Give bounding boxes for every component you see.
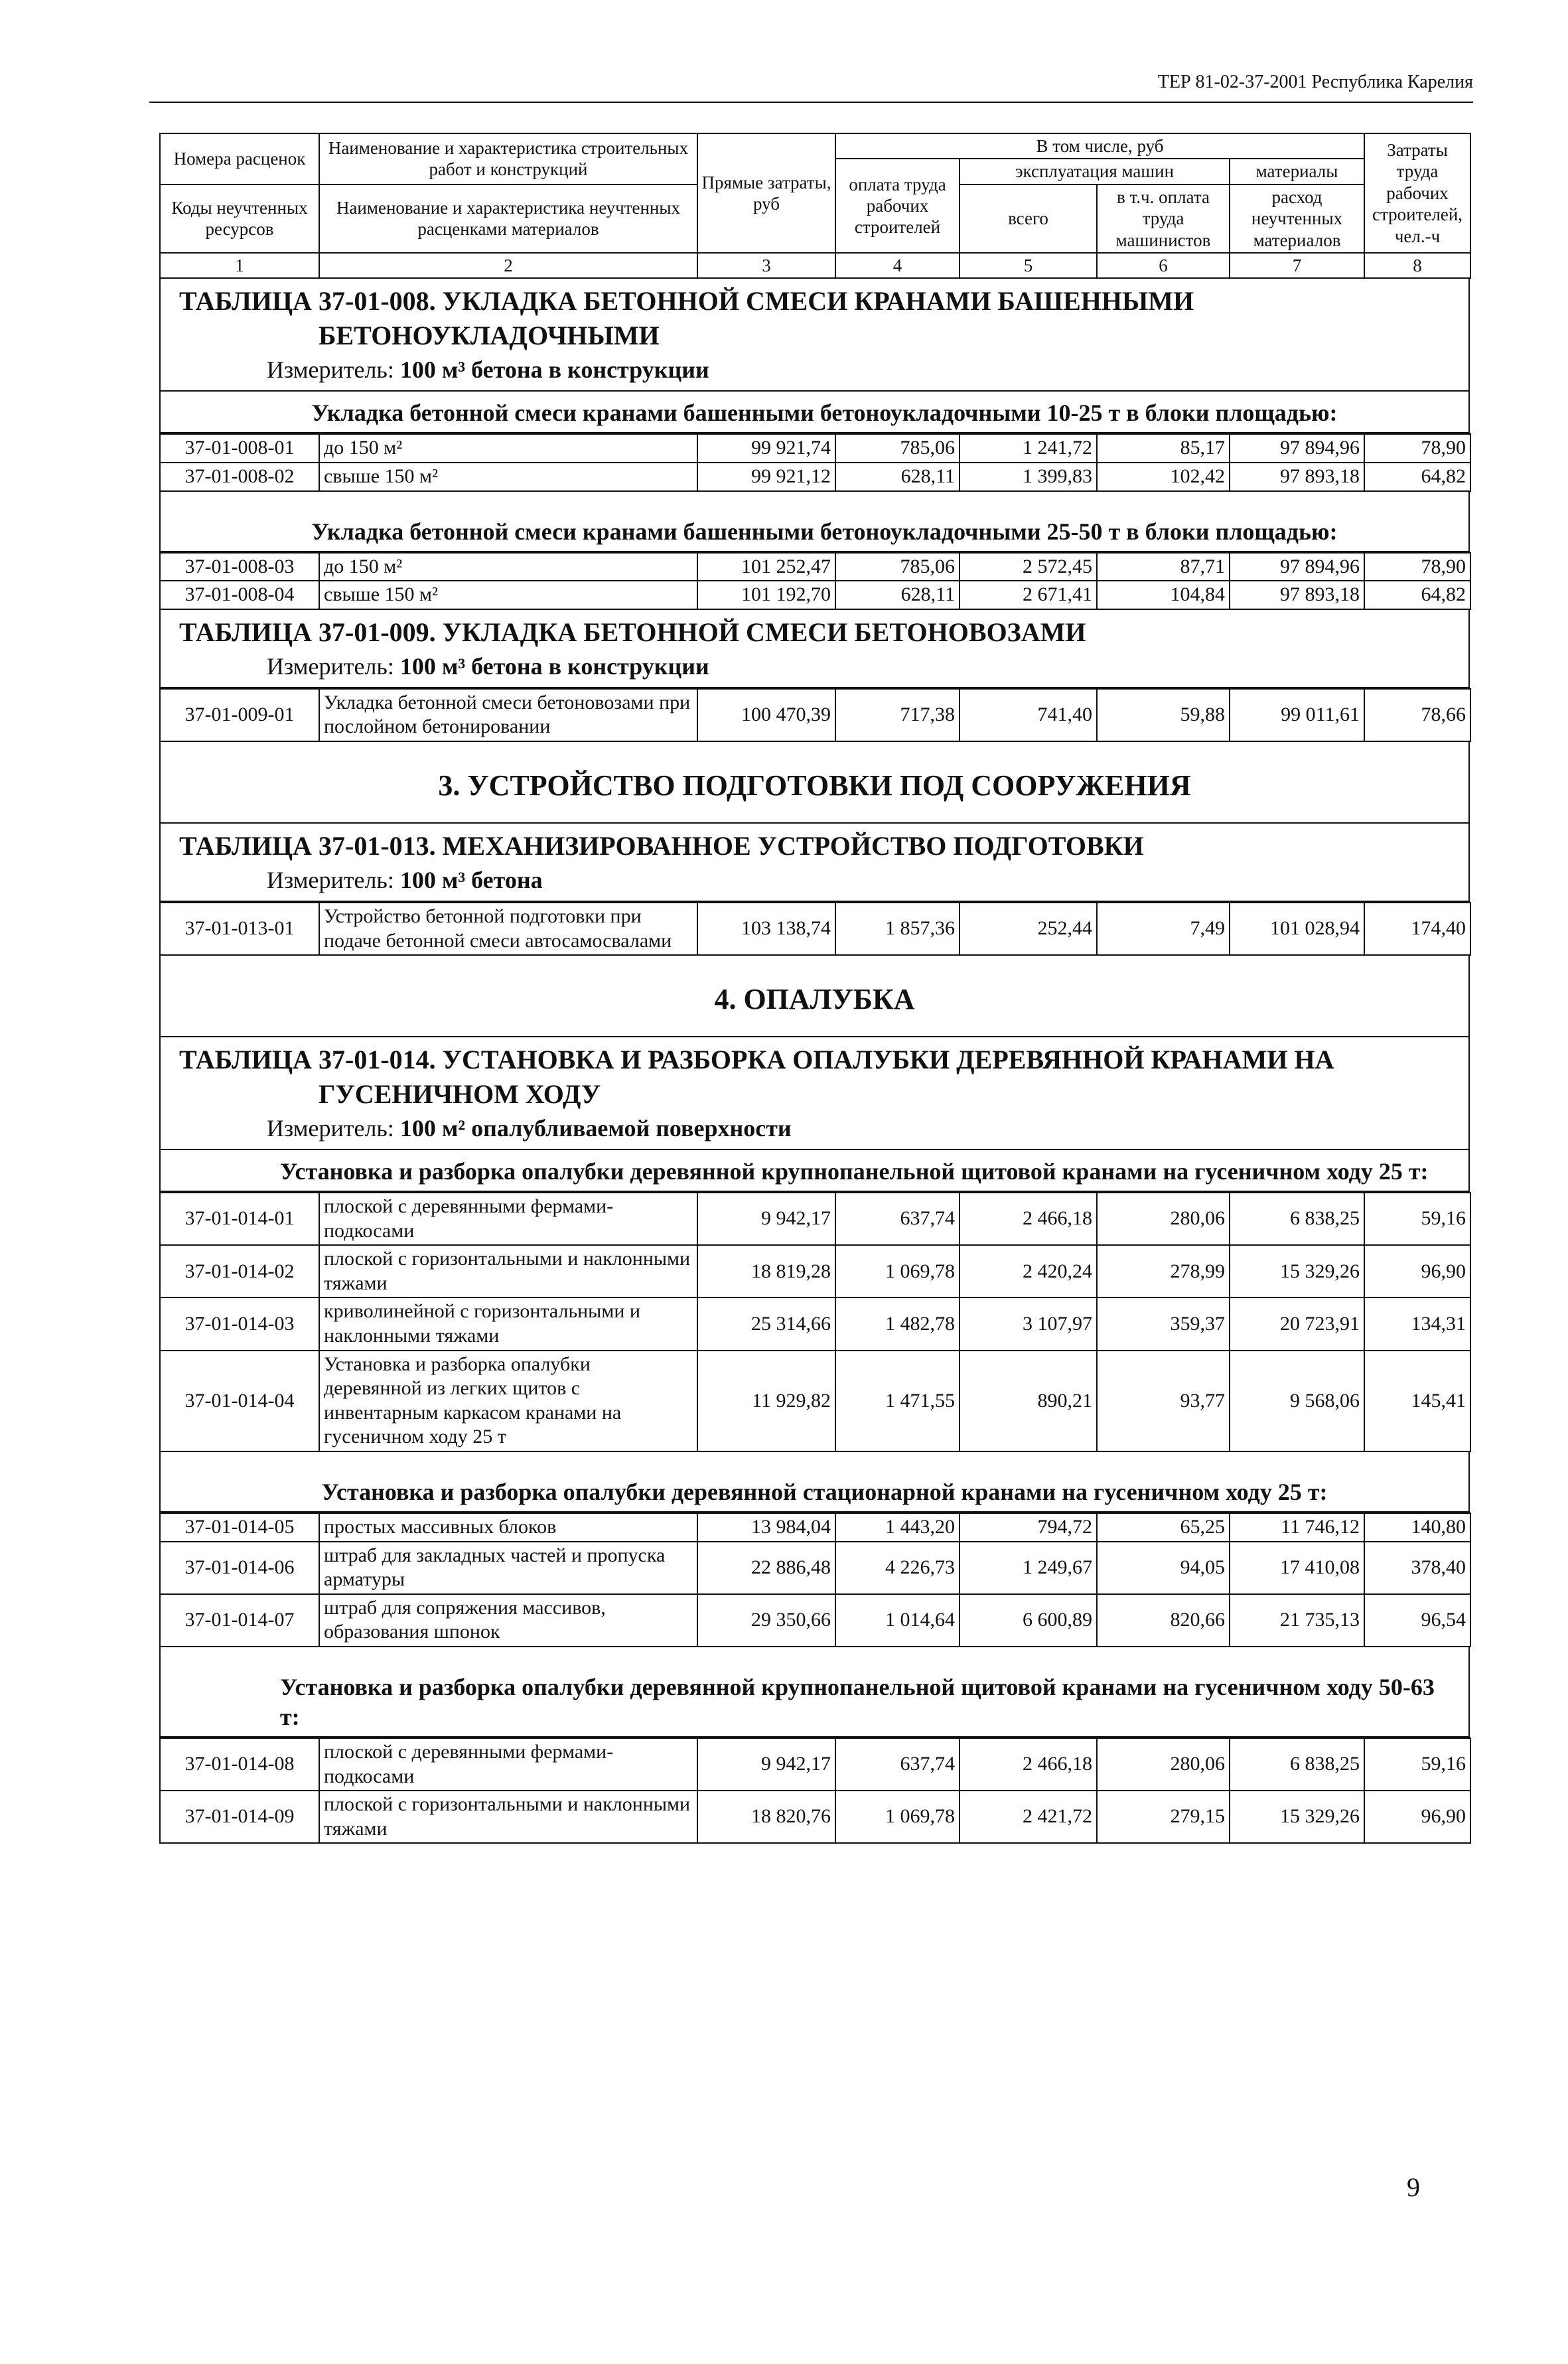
col-name-bottom: Наименование и характеристика неучтенных расценками материалов: [319, 185, 697, 253]
cell-mach: 59,88: [1097, 689, 1230, 741]
col-code-top: Номера расценок: [160, 133, 319, 185]
cell-wage: 628,11: [835, 463, 960, 491]
cell-code: 37-01-008-02: [160, 463, 319, 491]
group-title: Укладка бетонной смеси кранами башенными бетоноукладочными 10-25 т в блоки площадью:: [311, 400, 1338, 427]
cell-mach: 280,06: [1097, 1738, 1230, 1791]
cell-labor: 59,16: [1364, 1738, 1470, 1791]
cell-mach: 94,05: [1097, 1542, 1230, 1594]
cell-mach: 102,42: [1097, 463, 1230, 491]
meter-value: 100 м² опалубливаемой поверхности: [399, 1115, 792, 1142]
cell-mach: 87,71: [1097, 553, 1230, 581]
cell-mach: 280,06: [1097, 1193, 1230, 1245]
group-heading: [159, 1647, 1470, 1737]
cell-mach: 278,99: [1097, 1245, 1230, 1297]
cell-wage: 1 857,36: [835, 903, 960, 955]
col-num: 7: [1230, 253, 1364, 278]
cell-labor: 378,40: [1364, 1542, 1470, 1594]
cell-total: 3 107,97: [960, 1297, 1097, 1350]
cell-mat: 9 568,06: [1230, 1351, 1364, 1451]
cell-labor: 174,40: [1364, 903, 1470, 955]
table-row: [160, 1351, 1470, 1451]
cell-name: штраб для закладных частей и пропуска арматуры: [319, 1542, 697, 1594]
cell-mat: 97 894,96: [1230, 434, 1364, 463]
col-num: 8: [1364, 253, 1470, 278]
table-row: [160, 463, 1470, 491]
cell-mat: 101 028,94: [1230, 903, 1364, 955]
group-title: Укладка бетонной смеси кранами башенными бетоноукладочными 25-50 т в блоки площадью:: [311, 518, 1338, 545]
group-title: Установка и разборка опалубки деревянной крупнопанельной щитовой кранами на гусеничном ходу 50-63 т:: [280, 1674, 1435, 1730]
table-name: 37-01-009. УКЛАДКА БЕТОННОЙ СМЕСИ БЕТОНОВОЗАМИ: [319, 617, 1086, 647]
cell-wage: 785,06: [835, 434, 960, 463]
section-title: 4. ОПАЛУБКА: [714, 983, 915, 1016]
meter-label: Измеритель:: [267, 356, 394, 384]
col-machinist-wage: в т.ч. оплата труда машинистов: [1097, 185, 1230, 253]
cell-labor: 145,41: [1364, 1351, 1470, 1451]
cell-code: 37-01-013-01: [160, 903, 319, 955]
cell-labor: 78,66: [1364, 689, 1470, 741]
cell-mat: 21 735,13: [1230, 1594, 1364, 1647]
col-wage: оплата труда рабочих строителей: [835, 159, 960, 253]
cell-wage: 717,38: [835, 689, 960, 741]
table-label: ТАБЛИЦА: [179, 830, 312, 861]
cell-mat: 6 838,25: [1230, 1738, 1364, 1791]
cell-wage: 1 471,55: [835, 1351, 960, 1451]
col-code-bottom: Коды неучтенных ресурсов: [160, 185, 319, 253]
cell-total: 794,72: [960, 1513, 1097, 1542]
cell-name: криволинейной с горизонтальными и наклонными тяжами: [319, 1297, 697, 1350]
cell-mach: 104,84: [1097, 581, 1230, 609]
cell-labor: 96,54: [1364, 1594, 1470, 1647]
cell-labor: 96,90: [1364, 1245, 1470, 1297]
table-row: [160, 1193, 1470, 1245]
cell-direct: 99 921,74: [697, 434, 835, 463]
cell-labor: 64,82: [1364, 581, 1470, 609]
col-num: 2: [319, 253, 697, 278]
cell-mach: 359,37: [1097, 1297, 1230, 1350]
table-row: [160, 1542, 1470, 1594]
table-row: [160, 553, 1470, 581]
col-num: 1: [160, 253, 319, 278]
table-row: [160, 1738, 1470, 1791]
cell-total: 1 249,67: [960, 1542, 1097, 1594]
cell-direct: 9 942,17: [697, 1193, 835, 1245]
col-num: 3: [697, 253, 835, 278]
cell-total: 2 572,45: [960, 553, 1097, 581]
col-total: всего: [960, 185, 1097, 253]
table-row: [160, 1297, 1470, 1350]
cell-name: плоской с горизонтальными и наклонными тяжами: [319, 1245, 697, 1297]
cell-total: 2 420,24: [960, 1245, 1097, 1297]
table-label: ТАБЛИЦА: [179, 286, 312, 317]
cell-code: 37-01-014-01: [160, 1193, 319, 1245]
cell-code: 37-01-014-06: [160, 1542, 319, 1594]
cell-mat: 97 894,96: [1230, 553, 1364, 581]
cell-mach: 85,17: [1097, 434, 1230, 463]
cell-mach: 7,49: [1097, 903, 1230, 955]
table-name: 37-01-014. УСТАНОВКА И РАЗБОРКА ОПАЛУБКИ ДЕРЕВЯННОЙ КРАНАМИ НА ГУСЕНИЧНОМ ХОДУ: [319, 1045, 1334, 1110]
table-37-01-008-heading: [159, 279, 1470, 392]
cell-direct: 103 138,74: [697, 903, 835, 955]
section-heading: [159, 742, 1470, 824]
col-labor: Затраты труда рабочих строителей, чел.-ч: [1364, 133, 1470, 253]
cell-name: плоской с горизонтальными и наклонными тяжами: [319, 1791, 697, 1843]
table-37-01-009-heading: [159, 610, 1470, 688]
cell-name: Укладка бетонной смеси бетоновозами при послойном бетонировании: [319, 689, 697, 741]
table-title: [161, 279, 1468, 353]
measure-unit: [161, 863, 1468, 901]
cell-name: Устройство бетонной подготовки при подаче бетонной смеси автосамосвалами: [319, 903, 697, 955]
cell-code: 37-01-014-04: [160, 1351, 319, 1451]
rows-table: [159, 433, 1471, 491]
cell-code: 37-01-014-08: [160, 1738, 319, 1791]
cell-mat: 6 838,25: [1230, 1193, 1364, 1245]
cell-wage: 628,11: [835, 581, 960, 609]
cell-total: 2 466,18: [960, 1193, 1097, 1245]
group-heading: [159, 1150, 1470, 1192]
rows-table: [159, 1737, 1471, 1844]
cell-code: 37-01-014-07: [160, 1594, 319, 1647]
cell-code: 37-01-008-03: [160, 553, 319, 581]
cell-wage: 1 482,78: [835, 1297, 960, 1350]
cell-name: до 150 м²: [319, 553, 697, 581]
table-row: [160, 581, 1470, 609]
running-header: ТЕР 81-02-37-2001 Республика Карелия: [1157, 72, 1473, 92]
cell-mach: 279,15: [1097, 1791, 1230, 1843]
cell-labor: 96,90: [1364, 1791, 1470, 1843]
cell-name: плоской с деревянными фермами-подкосами: [319, 1738, 697, 1791]
cell-wage: 4 226,73: [835, 1542, 960, 1594]
rows-table: [159, 688, 1471, 742]
col-material-use: расход неучтенных материалов: [1230, 185, 1364, 253]
col-num: 6: [1097, 253, 1230, 278]
cell-name: свыше 150 м²: [319, 581, 697, 609]
cell-total: 1 399,83: [960, 463, 1097, 491]
cell-labor: 78,90: [1364, 434, 1470, 463]
table-row: [160, 1791, 1470, 1843]
cell-direct: 11 929,82: [697, 1351, 835, 1451]
col-incl: В том числе, руб: [835, 133, 1364, 159]
document: [159, 133, 1470, 1844]
cell-direct: 101 192,70: [697, 581, 835, 609]
header-rule: [149, 102, 1473, 103]
cell-direct: 25 314,66: [697, 1297, 835, 1350]
cell-total: 2 671,41: [960, 581, 1097, 609]
col-direct: Прямые затраты, руб: [697, 133, 835, 253]
section-heading: [159, 956, 1470, 1037]
col-num: 4: [835, 253, 960, 278]
cell-code: 37-01-014-03: [160, 1297, 319, 1350]
group-heading: [159, 392, 1470, 433]
meter-value: 100 м³ бетона в конструкции: [399, 652, 709, 680]
cell-direct: 18 820,76: [697, 1791, 835, 1843]
cell-wage: 1 443,20: [835, 1513, 960, 1542]
cell-direct: 101 252,47: [697, 553, 835, 581]
table-row: [160, 689, 1470, 741]
group-title: Установка и разборка опалубки деревянной стационарной кранами на гусеничном ходу 25 т:: [321, 1479, 1328, 1506]
meter-label: Измеритель:: [267, 866, 394, 893]
table-name: 37-01-008. УКЛАДКА БЕТОННОЙ СМЕСИ КРАНАМИ БАШЕННЫМИ БЕТОНОУКЛАДОЧНЫМИ: [319, 286, 1194, 351]
cell-direct: 99 921,12: [697, 463, 835, 491]
cell-wage: 785,06: [835, 553, 960, 581]
measure-unit: [161, 650, 1468, 687]
cell-mach: 65,25: [1097, 1513, 1230, 1542]
cell-mat: 17 410,08: [1230, 1542, 1364, 1594]
column-header-table: [159, 133, 1471, 279]
group-heading: [159, 1452, 1470, 1513]
table-row: [160, 903, 1470, 955]
cell-direct: 29 350,66: [697, 1594, 835, 1647]
meter-label: Измеритель:: [267, 1115, 394, 1142]
cell-direct: 18 819,28: [697, 1245, 835, 1297]
rows-table: [159, 902, 1471, 956]
meter-value: 100 м³ бетона в конструкции: [399, 356, 709, 384]
table-row: [160, 1594, 1470, 1647]
cell-code: 37-01-008-01: [160, 434, 319, 463]
cell-mat: 97 893,18: [1230, 463, 1364, 491]
cell-mat: 20 723,91: [1230, 1297, 1364, 1350]
table-37-01-014-heading: [159, 1037, 1470, 1150]
cell-name: Установка и разборка опалубки деревянной из легких щитов с инвентарным каркасом кранами на гусеничном ходу 25 т: [319, 1351, 697, 1451]
table-label: ТАБЛИЦА: [179, 617, 312, 647]
cell-wage: 637,74: [835, 1193, 960, 1245]
col-name-top: Наименование и характеристика строительных работ и конструкций: [319, 133, 697, 185]
rows-table: [159, 1513, 1471, 1647]
table-title: [161, 1037, 1468, 1112]
cell-total: 890,21: [960, 1351, 1097, 1451]
group-heading: [159, 492, 1470, 552]
cell-labor: 140,80: [1364, 1513, 1470, 1542]
table-title: [161, 824, 1468, 863]
cell-code: 37-01-014-09: [160, 1791, 319, 1843]
cell-direct: 13 984,04: [697, 1513, 835, 1542]
cell-mat: 15 329,26: [1230, 1791, 1364, 1843]
cell-mach: 820,66: [1097, 1594, 1230, 1647]
table-title: [161, 610, 1468, 650]
cell-wage: 1 014,64: [835, 1594, 960, 1647]
cell-mach: 93,77: [1097, 1351, 1230, 1451]
cell-direct: 9 942,17: [697, 1738, 835, 1791]
cell-mat: 11 746,12: [1230, 1513, 1364, 1542]
cell-mat: 97 893,18: [1230, 581, 1364, 609]
cell-code: 37-01-008-04: [160, 581, 319, 609]
meter-label: Измеритель:: [267, 652, 394, 680]
cell-wage: 1 069,78: [835, 1245, 960, 1297]
table-37-01-013-heading: [159, 824, 1470, 902]
cell-total: 252,44: [960, 903, 1097, 955]
cell-name: штраб для сопряжения массивов, образования шпонок: [319, 1594, 697, 1647]
meter-value: 100 м³ бетона: [399, 866, 543, 893]
col-num: 5: [960, 253, 1097, 278]
cell-total: 1 241,72: [960, 434, 1097, 463]
page-number: 9: [1407, 2172, 1420, 2202]
col-materials: материалы: [1230, 159, 1364, 184]
cell-total: 6 600,89: [960, 1594, 1097, 1647]
rows-table: [159, 1192, 1471, 1452]
cell-labor: 78,90: [1364, 553, 1470, 581]
cell-code: 37-01-014-05: [160, 1513, 319, 1542]
col-machines: эксплуатация машин: [960, 159, 1230, 184]
cell-labor: 64,82: [1364, 463, 1470, 491]
cell-name: свыше 150 м²: [319, 463, 697, 491]
measure-unit: [161, 353, 1468, 390]
group-title: Установка и разборка опалубки деревянной крупнопанельной щитовой кранами на гусеничном ходу 25 т:: [280, 1158, 1429, 1185]
cell-mat: 15 329,26: [1230, 1245, 1364, 1297]
cell-code: 37-01-014-02: [160, 1245, 319, 1297]
table-row: [160, 1513, 1470, 1542]
cell-labor: 134,31: [1364, 1297, 1470, 1350]
cell-wage: 637,74: [835, 1738, 960, 1791]
cell-total: 741,40: [960, 689, 1097, 741]
measure-unit: [161, 1112, 1468, 1149]
cell-total: 2 466,18: [960, 1738, 1097, 1791]
cell-code: 37-01-009-01: [160, 689, 319, 741]
cell-name: до 150 м²: [319, 434, 697, 463]
table-row: [160, 1245, 1470, 1297]
table-name: 37-01-013. МЕХАНИЗИРОВАННОЕ УСТРОЙСТВО ПОДГОТОВКИ: [319, 830, 1144, 861]
cell-total: 2 421,72: [960, 1791, 1097, 1843]
section-title: 3. УСТРОЙСТВО ПОДГОТОВКИ ПОД СООРУЖЕНИЯ: [438, 769, 1191, 802]
cell-labor: 59,16: [1364, 1193, 1470, 1245]
table-row: [160, 434, 1470, 463]
table-label: ТАБЛИЦА: [179, 1045, 312, 1075]
cell-wage: 1 069,78: [835, 1791, 960, 1843]
rows-table: [159, 552, 1471, 610]
cell-name: плоской с деревянными фермами-подкосами: [319, 1193, 697, 1245]
cell-direct: 22 886,48: [697, 1542, 835, 1594]
cell-name: простых массивных блоков: [319, 1513, 697, 1542]
cell-mat: 99 011,61: [1230, 689, 1364, 741]
cell-direct: 100 470,39: [697, 689, 835, 741]
